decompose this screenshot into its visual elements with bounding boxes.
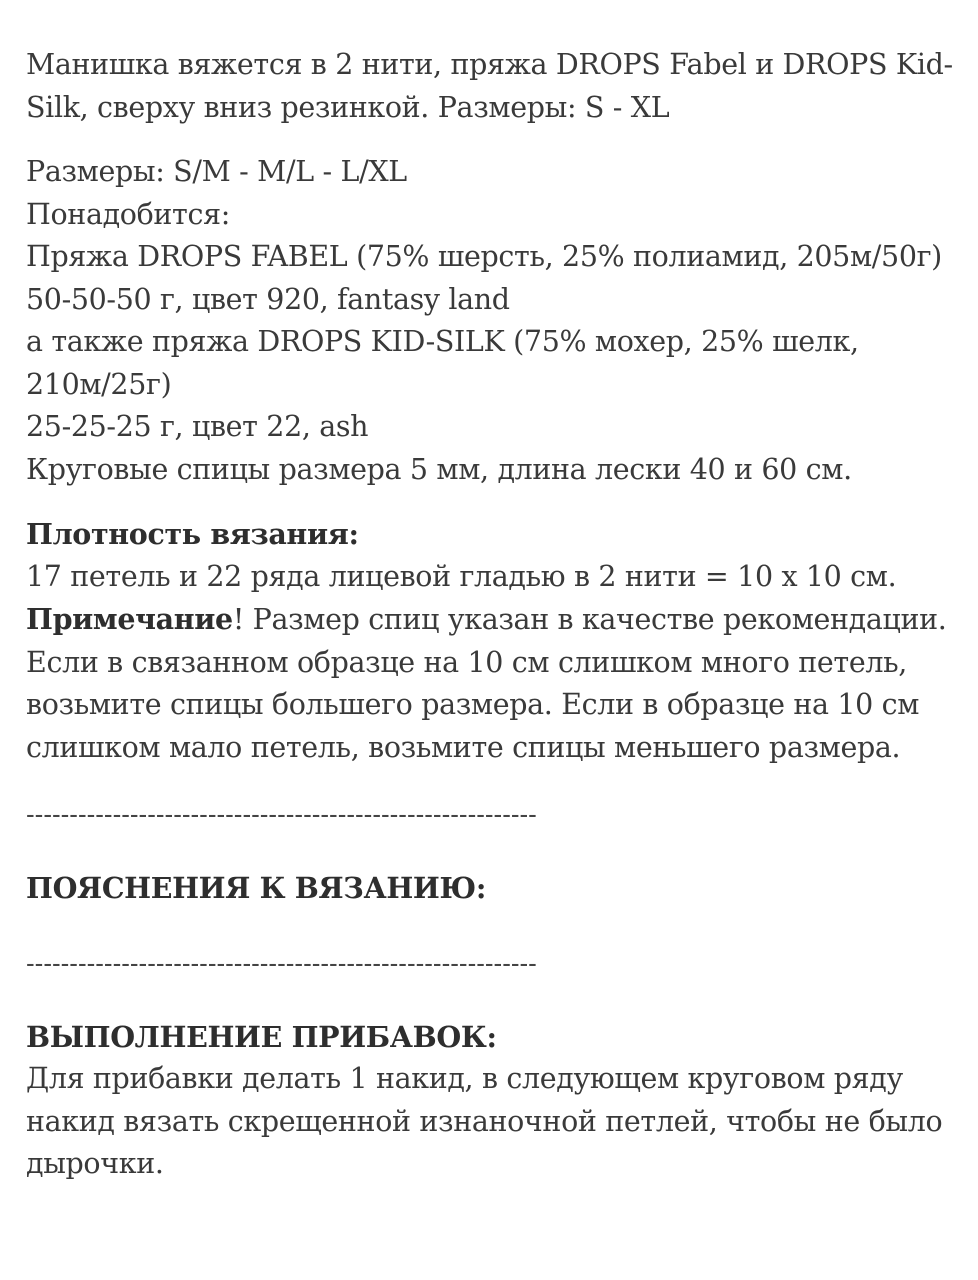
needles-line: Круговые спицы размера 5 мм, длина лески 40 и 60 см. — [26, 452, 852, 486]
increases-text: Для прибавки делать 1 накид, в следующем круговом ряду накид вязать скрещенной изнаночной петлей, чтобы не было дырочки. — [26, 1062, 943, 1180]
materials-block — [26, 151, 956, 491]
intro-paragraph: Манишка вяжется в 2 нити, пряжа DROPS Fabel и DROPS Kid-Silk, сверху вниз резинкой. Размеры: S - XL — [26, 48, 953, 124]
divider-bottom: ----------------------------------------------------------- — [26, 947, 537, 978]
gauge-block — [26, 513, 956, 769]
increases-block — [26, 1016, 956, 1186]
note-text: ! Размер спиц указан в качестве рекомендации. Если в связанном образце на 10 см слишком много петель, возьмите спицы большего размера. Если в образце на 10 см слишком мало петель, возьмите спицы меньшего размера. — [26, 603, 947, 764]
sizes-line: Размеры: S/M - M/L - L/XL — [26, 155, 407, 188]
note-label: Примечание — [26, 602, 233, 636]
yarn-fabel-amount: 50-50-50 г, цвет 920, fantasy land — [26, 282, 510, 316]
yarn-kidsilk-amount: 25-25-25 г, цвет 22, ash — [26, 410, 369, 443]
yarn-kidsilk-line: а также пряжа DROPS KID-SILK (75% мохер, 25% шелк, 210м/25г) — [26, 325, 859, 401]
gauge-heading: Плотность вязания: — [26, 517, 359, 551]
increases-heading: ВЫПОЛНЕНИЕ ПРИБАВОК: — [26, 1019, 497, 1054]
divider-top: ----------------------------------------------------------- — [26, 799, 537, 829]
needed-label: Понадобится: — [26, 197, 230, 231]
gauge-text: 17 петель и 22 ряда лицевой гладью в 2 нити = 10 х 10 см. — [26, 559, 897, 593]
gauge-note — [26, 598, 956, 769]
yarn-fabel-line: Пряжа DROPS FABEL (75% шерсть, 25% полиамид, 205м/50г) — [26, 240, 942, 273]
section-explanations-heading: ПОЯСНЕНИЯ К ВЯЗАНИЮ: — [26, 871, 487, 905]
document-body — [26, 44, 956, 1186]
